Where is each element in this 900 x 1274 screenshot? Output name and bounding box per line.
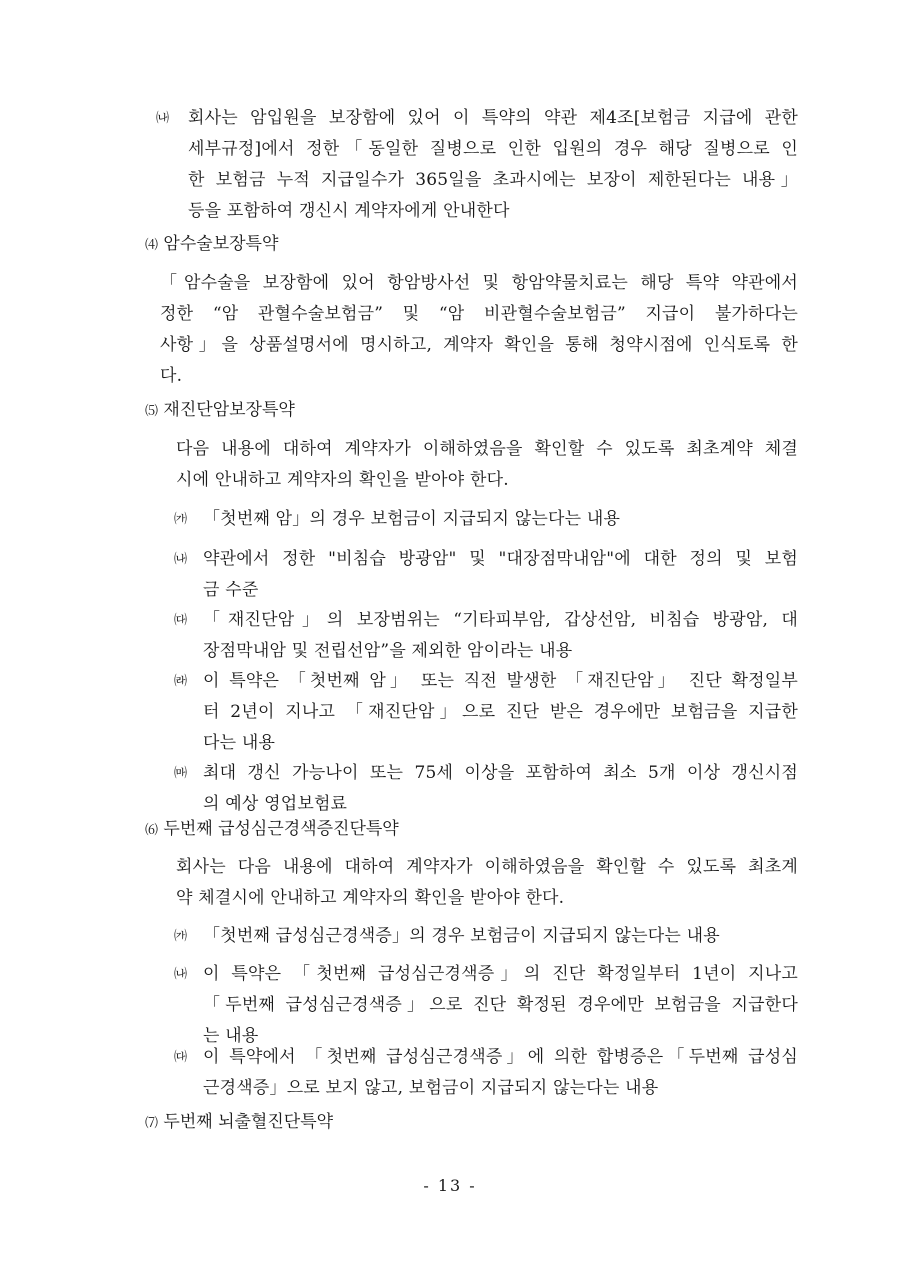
- text-line: 장점막내암 및 전립선암”을 제외한 암이라는 내용: [203, 641, 573, 661]
- list-item: [203, 758, 798, 820]
- section-heading: [145, 229, 278, 261]
- item-marker: ㈑: [174, 674, 188, 689]
- text-line: 「재진단암」의 보장범위는 “기타피부암, 갑상선암, 비침습 방광암, 대: [203, 610, 798, 630]
- section-heading: [145, 395, 295, 427]
- text-line: 다는 내용: [203, 733, 276, 753]
- text-line: 「암수술을 보장함에 있어 항암방사선 및 항암약물치료는 해당 특약 약관에서: [160, 273, 798, 293]
- text-line: 금 수준: [203, 580, 259, 600]
- text-line: 의 예상 영업보험료: [203, 794, 348, 814]
- item-marker: ㈏: [174, 967, 188, 982]
- text-line: 회사는 다음 내용에 대하여 계약자가 이해하였음을 확인할 수 있도록 최초계: [176, 857, 798, 877]
- section-heading: [145, 814, 399, 846]
- text-line: 세부규정]에서 정한「동일한 질병으로 인한 입원의 경우 해당 질병으로 인: [188, 139, 798, 159]
- heading-text: 두번째 급성심근경색증진단특약: [163, 819, 399, 839]
- text-line: 한 보험금 누적 지급일수가 365일을 초과시에는 보장이 제한된다는 내용」: [188, 170, 798, 190]
- paragraph: [176, 434, 798, 496]
- text-line: 최대 갱신 가능나이 또는 75세 이상을 포함하여 최소 5개 이상 갱신시점: [203, 763, 798, 783]
- text-line: 시에 안내하고 계약자의 확인을 받아야 한다.: [176, 470, 509, 490]
- item-marker: ㈒: [174, 766, 188, 781]
- text-line: 이 특약은 「첫번째 급성심근경색증」의 진단 확정일부터 1년이 지나고: [203, 964, 798, 984]
- item-marker: ㈎: [174, 512, 188, 527]
- heading-marker: ⑸: [145, 404, 159, 419]
- text-line: 이 특약은 「첫번째 암」 또는 직전 발생한 「재진단암」 진단 확정일부: [203, 671, 798, 691]
- list-item: [203, 666, 798, 759]
- paragraph: [160, 268, 798, 392]
- text-line: 약 체결시에 안내하고 계약자의 확인을 받아야 한다.: [176, 888, 565, 908]
- text-line: 「두번째 급성심근경색증」으로 진단 확정된 경우에만 보험금을 지급한다: [203, 995, 798, 1015]
- text-line: 이 특약에서 「첫번째 급성심근경색증」에 의한 합병증은「두번째 급성심: [203, 1047, 798, 1067]
- heading-marker: ⑹: [145, 823, 159, 838]
- text-line: 사항」을 상품설명서에 명시하고, 계약자 확인을 통해 청약시점에 인식토록 한: [160, 335, 798, 355]
- list-item: [203, 959, 798, 1052]
- text-line: 다.: [160, 366, 183, 386]
- text-line: 터 2년이 지나고 「재진단암」으로 진단 받은 경우에만 보험금을 지급한: [203, 702, 798, 722]
- text-line: 는 내용: [203, 1026, 259, 1046]
- heading-text: 두번째 뇌출혈진단특약: [163, 1112, 334, 1132]
- item-marker: ㈏: [174, 552, 188, 567]
- heading-text: 암수술보장특약: [163, 234, 279, 254]
- page-number: - 13 -: [423, 1176, 477, 1195]
- text-line: 회사는 암입원을 보장함에 있어 이 특약의 약관 제4조[보험금 지급에 관한: [188, 108, 798, 128]
- heading-marker: ⑷: [145, 238, 159, 253]
- heading-marker: ⑺: [145, 1116, 159, 1131]
- paragraph: [188, 103, 798, 227]
- paragraph: [176, 852, 798, 914]
- text-line: 정한 “암 관혈수술보험금” 및 “암 비관혈수술보험금” 지급이 불가하다는: [160, 304, 798, 324]
- item-marker: ㈏: [156, 111, 170, 126]
- item-marker: ㈎: [174, 929, 188, 944]
- item-marker: ㈐: [174, 613, 188, 628]
- text-line: 약관에서 정한 "비침습 방광암" 및 "대장점막내암"에 대한 정의 및 보험: [203, 549, 798, 569]
- text-line: 「첫번째 암」의 경우 보험금이 지급되지 않는다는 내용: [203, 509, 621, 529]
- list-item: [203, 504, 798, 535]
- text-line: 다음 내용에 대하여 계약자가 이해하였음을 확인할 수 있도록 최초계약 체결: [176, 439, 798, 459]
- text-line: 등을 포함하여 갱신시 계약자에게 안내한다: [188, 201, 510, 221]
- list-item: [203, 605, 798, 667]
- text-line: 「첫번째 급성심근경색증」의 경우 보험금이 지급되지 않는다는 내용: [203, 926, 720, 946]
- list-item: [203, 544, 798, 606]
- item-marker: ㈐: [174, 1050, 188, 1065]
- text-line: 근경색증」으로 보지 않고, 보험금이 지급되지 않는다는 내용: [203, 1078, 659, 1098]
- section-heading: [145, 1107, 333, 1139]
- list-item: [203, 921, 798, 952]
- list-item: [203, 1042, 798, 1104]
- heading-text: 재진단암보장특약: [163, 400, 295, 420]
